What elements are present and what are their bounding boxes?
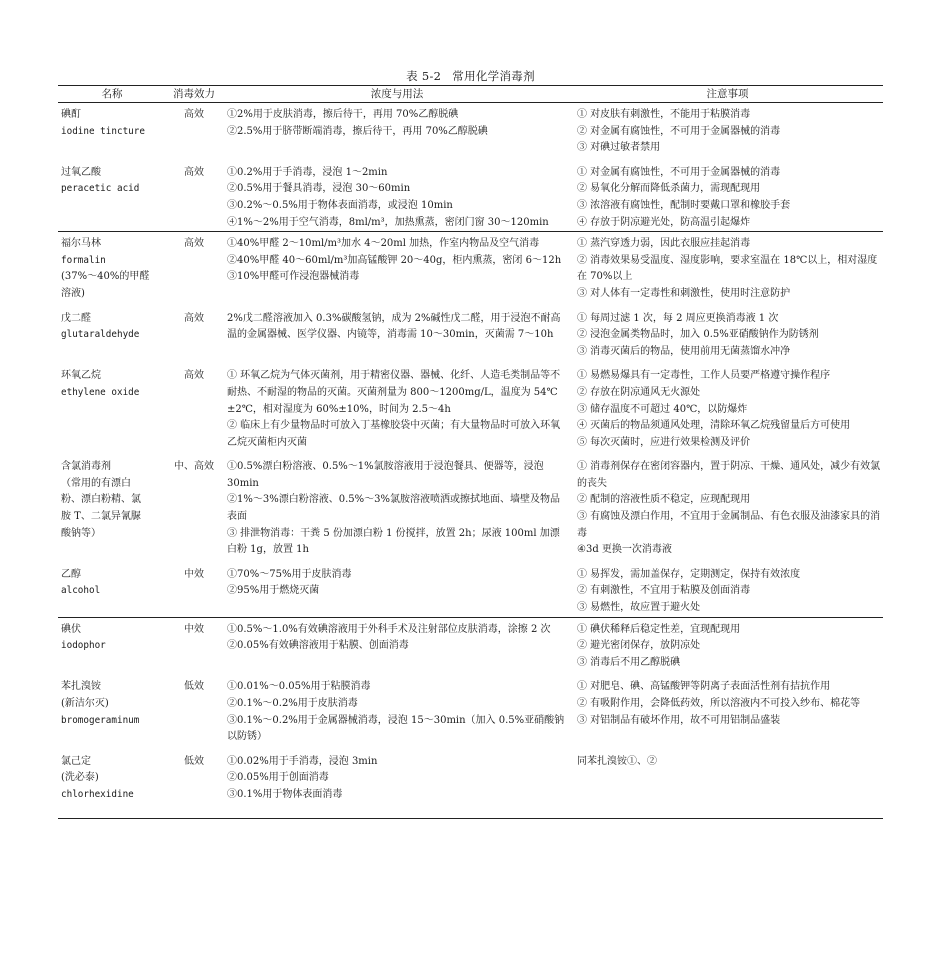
cell-name: [58, 303, 166, 361]
usage-item: ②95%用于燃烧灭菌: [227, 585, 320, 597]
table-row: [58, 157, 883, 232]
note-item: ③ 储存温度不可超过 40℃，以防爆炸: [577, 403, 748, 415]
usage-item: ①2%用于皮肤消毒，擦后待干，再用 70%乙醇脱碘: [227, 109, 459, 120]
cell-usage: [222, 559, 572, 617]
note-item: ④ 存放于阴凉避光处，防高温引起爆炸: [577, 216, 751, 228]
table-row: [58, 746, 883, 818]
name-note: (37%～40%的甲醛: [61, 271, 150, 283]
table-caption: [58, 68, 883, 84]
usage-item: ①0.2%用于手消毒，浸泡 1～2min: [227, 166, 388, 178]
cell-usage: [222, 671, 572, 745]
note-item: ② 避光密闭保存，放阴凉处: [577, 640, 701, 652]
note-item: ① 每周过滤 1 次，每 2 周应更换消毒液 1 次: [577, 312, 779, 324]
cell-usage: [222, 451, 572, 559]
cell-efficacy: 高效: [184, 166, 204, 178]
usage-item: ①0.02%用于手消毒，浸泡 3min: [227, 755, 378, 767]
note-item: ② 有刺激性，不宜用于粘膜及创面消毒: [577, 585, 751, 597]
cell-efficacy: 高效: [166, 232, 222, 303]
table-row: [58, 617, 883, 671]
note-item: ③ 对铝制品有破坏作用，故不可用铝制品盛装: [577, 714, 781, 726]
cell-usage: [222, 103, 572, 157]
cell-name: [58, 617, 166, 671]
usage-item: ①40%甲醛 2～10ml/m³加水 4～20ml 加热，作室内物品及空气消毒: [227, 238, 540, 250]
name-chinese: 酸钠等）: [61, 527, 101, 539]
cell-efficacy: 中效: [184, 568, 204, 580]
cell-notes: [572, 671, 883, 745]
cell-efficacy: 高效: [184, 109, 204, 120]
note-item: ① 消毒剂保存在密闭容器内，置于阴凉、干燥、通风处，减少有效氯的丧失: [577, 461, 881, 489]
name-english: peracetic acid: [61, 183, 140, 195]
cell-notes: [572, 617, 883, 671]
note-item: ① 易挥发，需加盖保存，定期测定，保持有效浓度: [577, 568, 801, 580]
note-item: ③ 对碘过敏者禁用: [577, 142, 661, 154]
note-item: ② 易氧化分解而降低杀菌力，需现配现用: [577, 183, 761, 195]
cell-name: [58, 559, 166, 617]
note-item: ① 蒸汽穿透力弱，因此衣服应挂起消毒: [577, 238, 751, 250]
name-note: 溶液): [61, 287, 85, 299]
table-row: [58, 559, 883, 617]
name-chinese: 碘酊: [61, 109, 81, 120]
usage-item: ②0.1%～0.2%用于皮肤消毒: [227, 698, 358, 709]
usage-item: ①0.5%漂白粉溶液、0.5%～1%氯胺溶液用于浸泡餐具、便器等，浸泡 30min: [227, 461, 544, 489]
note-item: ① 易燃易爆具有一定毒性，工作人员要严格遵守操作程序: [577, 370, 831, 382]
usage-item: ②1%～3%漂白粉溶液、0.5%～3%氯胺溶液喷洒或擦拭地面、墙壁及物品表面: [227, 494, 560, 523]
cell-efficacy: 高效: [184, 370, 204, 382]
note-item: ① 对皮肤有刺激性，不能用于粘膜消毒: [577, 109, 751, 120]
name-chinese: 含氯消毒剂: [61, 461, 111, 473]
name-english: chlorhexidine: [61, 788, 134, 800]
usage-item: ①0.01%～0.05%用于粘膜消毒: [227, 681, 371, 693]
note-item: ① 对金属有腐蚀性，不可用于金属器械的消毒: [577, 166, 781, 178]
usage-item: ③0.1%用于物体表面消毒: [227, 788, 343, 800]
name-chinese: (洗必泰): [61, 772, 99, 784]
note-item: ① 对肥皂、碘、高锰酸钾等阴离子表面活性剂有拮抗作用: [577, 681, 831, 693]
name-chinese: 乙醇: [61, 568, 81, 580]
name-chinese: （常用的有漂白: [61, 477, 131, 489]
name-chinese: 戊二醛: [61, 312, 91, 324]
cell-notes: [572, 303, 883, 361]
usage-item: ② 临床上有少量物品时可放入丁基橡胶袋中灭菌；有大量物品时可放入环氧乙烷灭菌柜内灭菌: [227, 420, 561, 448]
cell-name: [58, 157, 166, 232]
note-item: ③ 易燃性，故应置于避火处: [577, 602, 701, 614]
cell-usage: [222, 746, 572, 818]
usage-item: ③10%甲醛可作浸泡器械消毒: [227, 271, 360, 283]
cell-usage: [222, 232, 572, 303]
cell-efficacy: 低效: [184, 681, 204, 693]
usage-item: ③0.2%～0.5%用于物体表面消毒，或浸泡 10min: [227, 199, 453, 211]
note-item: ① 碘伏稀释后稳定性差，宜现配现用: [577, 623, 741, 635]
name-chinese: 福尔马林: [61, 238, 101, 250]
name-english: iodine tincture: [61, 125, 145, 137]
cell-notes: [572, 103, 883, 157]
usage-item: ②0.05%用于创面消毒: [227, 772, 329, 784]
name-chinese: 粉、漂白粉精、氯: [61, 494, 141, 506]
note-item: ② 浸泡金属类物品时，加入 0.5%亚硝酸钠作为防锈剂: [577, 329, 819, 341]
name-chinese: 苯扎溴铵: [61, 681, 101, 693]
header-efficacy: 消毒效力: [166, 86, 222, 103]
cell-name: [58, 232, 166, 303]
disinfectant-table: [58, 85, 883, 819]
usage-item: ①0.5%～1.0%有效碘溶液用于外科手术及注射部位皮肤消毒，涂擦 2 次: [227, 623, 551, 635]
table-row: [58, 671, 883, 745]
table-row: [58, 303, 883, 361]
name-english: iodophor: [61, 640, 106, 652]
cell-efficacy: 高效: [184, 312, 204, 324]
header-usage: 浓度与用法: [222, 86, 572, 103]
note-item: ② 有吸附作用，会降低药效，所以溶液内不可投入纱布、棉花等: [577, 698, 861, 709]
name-english: ethylene oxide: [61, 386, 140, 398]
usage-item: ③0.1%～0.2%用于金属器械消毒，浸泡 15～30min（加入 0.5%亚硝酸钠以防锈）: [227, 714, 565, 743]
note-item: ② 消毒效果易受温度、湿度影响，要求室温在 18℃以上，相对湿度在 70%以上: [577, 254, 878, 283]
header-name: 名称: [58, 86, 166, 103]
note-item: 同苯扎溴铵①、②: [577, 755, 657, 767]
cell-efficacy: 低效: [166, 746, 222, 818]
table-row: [58, 360, 883, 451]
usage-item: ①70%～75%用于皮肤消毒: [227, 568, 352, 580]
name-english: formalin: [61, 254, 106, 266]
note-item: ② 对金属有腐蚀性，不可用于金属器械的消毒: [577, 125, 781, 137]
note-item: ③ 有腐蚀及漂白作用，不宜用于金属制品、有色衣服及油漆家具的消毒: [577, 511, 881, 539]
cell-notes: [572, 451, 883, 559]
note-item: ③ 消毒后不用乙醇脱碘: [577, 656, 681, 668]
name-chinese: (新洁尔灭): [61, 698, 109, 709]
cell-efficacy: 中效: [166, 617, 222, 671]
header-notes: 注意事项: [572, 86, 883, 103]
cell-name: [58, 103, 166, 157]
note-item: ② 存放在阴凉通风无火源处: [577, 386, 701, 398]
header-row: [58, 86, 883, 103]
cell-usage: [222, 360, 572, 451]
cell-efficacy: 中、高效: [174, 461, 214, 473]
usage-item: 2%戊二醛溶液加入 0.3%碳酸氢钠，成为 2%碱性戊二醛，用于浸泡不耐高温的金属器械、医学仪器、内镜等，消毒需 10～30min，灭菌需 7～10h: [227, 312, 561, 341]
name-chinese: 胺 T、二氯异氰脲: [61, 511, 141, 523]
name-chinese: 碘伏: [61, 623, 81, 635]
table-body: [58, 103, 883, 819]
name-chinese: 氯己定: [61, 755, 91, 767]
name-chinese: 环氧乙烷: [61, 370, 101, 382]
table-row: [58, 232, 883, 303]
cell-usage: [222, 303, 572, 361]
cell-name: [58, 746, 166, 818]
table-title: 常用化学消毒剂: [452, 69, 535, 83]
usage-item: ③ 排泄物消毒：干粪 5 份加漂白粉 1 份搅拌，放置 2h；尿液 100ml 加漂白粉 1g，放置 1h: [227, 527, 560, 556]
cell-notes: [572, 232, 883, 303]
usage-item: ②0.5%用于餐具消毒，浸泡 30～60min: [227, 183, 411, 195]
usage-item: ②40%甲醛 40～60ml/m³加高锰酸钾 20～40g，柜内熏蒸，密闭 6～12h: [227, 254, 562, 266]
cell-notes: [572, 157, 883, 232]
cell-usage: [222, 157, 572, 232]
usage-item: ① 环氧乙烷为气体灭菌剂，用于精密仪器、器械、化纤、人造毛类制品等不耐热、不耐湿的物品的灭菌。灭菌剂量为 800～1200mg/L，温度为 54℃±2℃，相对湿度为 60%±10%，时间为 2.5～4h: [227, 370, 561, 415]
table-row: [58, 103, 883, 157]
table-row: [58, 451, 883, 559]
note-item: ④ 灭菌后的物品须通风处理，清除环氧乙烷残留量后方可使用: [577, 420, 851, 432]
note-item: ② 配制的溶液性质不稳定，应现配现用: [577, 494, 751, 506]
note-item: ③ 对人体有一定毒性和刺激性，使用时注意防护: [577, 287, 791, 299]
cell-name: [58, 360, 166, 451]
cell-notes: [572, 559, 883, 617]
note-item: ③ 浓溶液有腐蚀性，配制时要戴口罩和橡胶手套: [577, 199, 791, 211]
table-page: [58, 68, 883, 819]
cell-name: [58, 451, 166, 559]
usage-item: ④1%～2%用于空气消毒，8ml/m³，加热熏蒸，密闭门窗 30～120min: [227, 216, 549, 228]
name-chinese: 过氧乙酸: [61, 166, 101, 178]
name-english: alcohol: [61, 585, 101, 597]
name-english: glutaraldehyde: [61, 329, 140, 341]
cell-notes: [572, 746, 883, 818]
note-item: ④3d 更换一次消毒液: [577, 544, 672, 556]
cell-notes: [572, 360, 883, 451]
usage-item: ②2.5%用于脐带断端消毒，擦后待干，再用 70%乙醇脱碘: [227, 125, 488, 137]
note-item: ③ 消毒灭菌后的物品，使用前用无菌蒸馏水冲净: [577, 345, 791, 357]
cell-name: [58, 671, 166, 745]
table-number: 表 5-2: [406, 69, 442, 83]
usage-item: ②0.05%有效碘溶液用于粘膜、创面消毒: [227, 640, 409, 652]
note-item: ⑤ 每次灭菌时，应进行效果检测及评价: [577, 436, 751, 448]
cell-usage: [222, 617, 572, 671]
name-english: bromogeraminum: [61, 714, 140, 726]
